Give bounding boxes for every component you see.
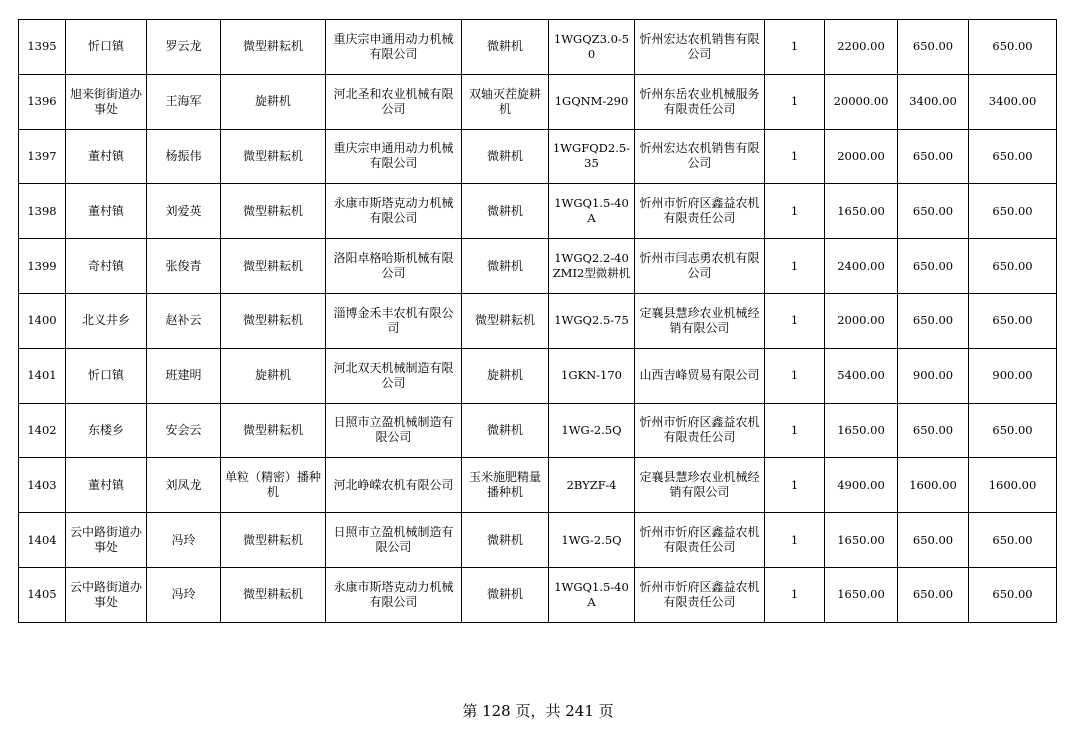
cell-manufacturer: 重庆宗申通用动力机械有限公司 [326, 129, 462, 184]
cell-farmer-name: 班建明 [147, 348, 221, 403]
cell-sale-price: 1650.00 [825, 184, 898, 239]
cell-machine-category: 微型耕耘机 [221, 129, 326, 184]
cell-row-number: 1395 [19, 20, 66, 75]
table-row [19, 403, 1057, 458]
cell-model: 1WG-2.5Q [549, 513, 635, 568]
cell-dealer: 忻州宏达农机销售有限公司 [635, 129, 765, 184]
cell-dealer: 忻州市闫志勇农机有限公司 [635, 239, 765, 294]
cell-farmer-name: 刘爱英 [147, 184, 221, 239]
cell-subsidy-amount: 650.00 [898, 513, 969, 568]
cell-dealer: 忻州市忻府区鑫益农机有限责任公司 [635, 184, 765, 239]
cell-machine-category: 旋耕机 [221, 348, 326, 403]
cell-quantity: 1 [765, 513, 825, 568]
cell-subsidy-amount: 650.00 [898, 184, 969, 239]
cell-total-subsidy: 650.00 [969, 567, 1057, 622]
cell-machine-category: 单粒（精密）播种机 [221, 458, 326, 513]
cell-subsidy-amount: 650.00 [898, 20, 969, 75]
cell-quantity: 1 [765, 239, 825, 294]
cell-town: 北义井乡 [66, 293, 147, 348]
cell-total-subsidy: 1600.00 [969, 458, 1057, 513]
cell-manufacturer: 永康市斯塔克动力机械有限公司 [326, 567, 462, 622]
table-row [19, 293, 1057, 348]
cell-row-number: 1399 [19, 239, 66, 294]
cell-sale-price: 20000.00 [825, 74, 898, 129]
cell-quantity: 1 [765, 20, 825, 75]
cell-model: 1WGFQD2.5-35 [549, 129, 635, 184]
cell-manufacturer: 河北双天机械制造有限公司 [326, 348, 462, 403]
cell-sale-price: 4900.00 [825, 458, 898, 513]
cell-total-subsidy: 650.00 [969, 20, 1057, 75]
cell-total-subsidy: 900.00 [969, 348, 1057, 403]
table-row [19, 513, 1057, 568]
page-footer: 第 128 页，共 241 页 [462, 702, 614, 720]
cell-product-name: 微耕机 [462, 403, 549, 458]
cell-total-subsidy: 3400.00 [969, 74, 1057, 129]
cell-manufacturer: 洛阳卓格哈斯机械有限公司 [326, 239, 462, 294]
cell-product-name: 微耕机 [462, 129, 549, 184]
cell-total-subsidy: 650.00 [969, 129, 1057, 184]
table-row [19, 348, 1057, 403]
cell-total-subsidy: 650.00 [969, 184, 1057, 239]
cell-model: 1WGQ2.2-40ZMI2型微耕机 [549, 239, 635, 294]
cell-quantity: 1 [765, 184, 825, 239]
cell-subsidy-amount: 650.00 [898, 293, 969, 348]
cell-sale-price: 1650.00 [825, 403, 898, 458]
cell-row-number: 1401 [19, 348, 66, 403]
cell-town: 忻口镇 [66, 20, 147, 75]
cell-quantity: 1 [765, 74, 825, 129]
cell-sale-price: 1650.00 [825, 513, 898, 568]
cell-town: 云中路街道办事处 [66, 513, 147, 568]
cell-subsidy-amount: 650.00 [898, 239, 969, 294]
cell-town: 奇村镇 [66, 239, 147, 294]
cell-total-subsidy: 650.00 [969, 239, 1057, 294]
cell-subsidy-amount: 900.00 [898, 348, 969, 403]
cell-farmer-name: 赵补云 [147, 293, 221, 348]
cell-row-number: 1396 [19, 74, 66, 129]
cell-farmer-name: 杨振伟 [147, 129, 221, 184]
cell-product-name: 双轴灭茬旋耕机 [462, 74, 549, 129]
table-row [19, 74, 1057, 129]
cell-dealer: 忻州东岳农业机械服务有限责任公司 [635, 74, 765, 129]
cell-farmer-name: 罗云龙 [147, 20, 221, 75]
cell-model: 1WGQ1.5-40A [549, 567, 635, 622]
cell-sale-price: 2000.00 [825, 129, 898, 184]
cell-farmer-name: 安会云 [147, 403, 221, 458]
cell-manufacturer: 日照市立盈机械制造有限公司 [326, 403, 462, 458]
cell-town: 董村镇 [66, 458, 147, 513]
cell-machine-category: 微型耕耘机 [221, 239, 326, 294]
cell-town: 旭来街街道办事处 [66, 74, 147, 129]
cell-subsidy-amount: 1600.00 [898, 458, 969, 513]
cell-manufacturer: 河北圣和农业机械有限公司 [326, 74, 462, 129]
cell-farmer-name: 刘凤龙 [147, 458, 221, 513]
cell-model: 1WGQ2.5-75 [549, 293, 635, 348]
cell-model: 1GKN-170 [549, 348, 635, 403]
table-row [19, 20, 1057, 75]
cell-product-name: 微耕机 [462, 239, 549, 294]
cell-farmer-name: 王海军 [147, 74, 221, 129]
cell-model: 1WG-2.5Q [549, 403, 635, 458]
cell-quantity: 1 [765, 129, 825, 184]
cell-quantity: 1 [765, 293, 825, 348]
cell-quantity: 1 [765, 403, 825, 458]
cell-model: 2BYZF-4 [549, 458, 635, 513]
cell-dealer: 定襄县慧珍农业机械经销有限公司 [635, 458, 765, 513]
cell-quantity: 1 [765, 458, 825, 513]
cell-product-name: 微型耕耘机 [462, 293, 549, 348]
cell-row-number: 1403 [19, 458, 66, 513]
cell-row-number: 1397 [19, 129, 66, 184]
cell-town: 董村镇 [66, 184, 147, 239]
cell-farmer-name: 冯玲 [147, 567, 221, 622]
cell-subsidy-amount: 650.00 [898, 129, 969, 184]
cell-machine-category: 微型耕耘机 [221, 184, 326, 239]
cell-machine-category: 旋耕机 [221, 74, 326, 129]
cell-town: 东楼乡 [66, 403, 147, 458]
cell-town: 忻口镇 [66, 348, 147, 403]
cell-quantity: 1 [765, 567, 825, 622]
cell-row-number: 1398 [19, 184, 66, 239]
cell-dealer: 山西吉峰贸易有限公司 [635, 348, 765, 403]
cell-product-name: 微耕机 [462, 184, 549, 239]
cell-machine-category: 微型耕耘机 [221, 403, 326, 458]
cell-sale-price: 2400.00 [825, 239, 898, 294]
cell-farmer-name: 张俊青 [147, 239, 221, 294]
cell-total-subsidy: 650.00 [969, 293, 1057, 348]
table-row [19, 458, 1057, 513]
cell-manufacturer: 重庆宗申通用动力机械有限公司 [326, 20, 462, 75]
cell-dealer: 忻州市忻府区鑫益农机有限责任公司 [635, 567, 765, 622]
cell-sale-price: 1650.00 [825, 567, 898, 622]
cell-machine-category: 微型耕耘机 [221, 293, 326, 348]
cell-product-name: 微耕机 [462, 567, 549, 622]
cell-model: 1GQNM-290 [549, 74, 635, 129]
cell-manufacturer: 淄博金禾丰农机有限公司 [326, 293, 462, 348]
cell-subsidy-amount: 650.00 [898, 567, 969, 622]
cell-subsidy-amount: 650.00 [898, 403, 969, 458]
cell-product-name: 玉米施肥精量播种机 [462, 458, 549, 513]
cell-manufacturer: 河北峥嵘农机有限公司 [326, 458, 462, 513]
cell-model: 1WGQZ3.0-50 [549, 20, 635, 75]
subsidy-table [18, 19, 1057, 623]
table-body [19, 20, 1057, 623]
cell-row-number: 1404 [19, 513, 66, 568]
cell-dealer: 定襄县慧珍农业机械经销有限公司 [635, 293, 765, 348]
cell-product-name: 微耕机 [462, 513, 549, 568]
cell-row-number: 1400 [19, 293, 66, 348]
cell-town: 云中路街道办事处 [66, 567, 147, 622]
table-row [19, 239, 1057, 294]
cell-sale-price: 2200.00 [825, 20, 898, 75]
cell-dealer: 忻州宏达农机销售有限公司 [635, 20, 765, 75]
cell-total-subsidy: 650.00 [969, 513, 1057, 568]
cell-dealer: 忻州市忻府区鑫益农机有限责任公司 [635, 403, 765, 458]
cell-town: 董村镇 [66, 129, 147, 184]
cell-row-number: 1402 [19, 403, 66, 458]
cell-machine-category: 微型耕耘机 [221, 20, 326, 75]
cell-manufacturer: 日照市立盈机械制造有限公司 [326, 513, 462, 568]
cell-machine-category: 微型耕耘机 [221, 567, 326, 622]
cell-sale-price: 5400.00 [825, 348, 898, 403]
cell-farmer-name: 冯玲 [147, 513, 221, 568]
cell-subsidy-amount: 3400.00 [898, 74, 969, 129]
cell-manufacturer: 永康市斯塔克动力机械有限公司 [326, 184, 462, 239]
cell-product-name: 微耕机 [462, 20, 549, 75]
cell-row-number: 1405 [19, 567, 66, 622]
cell-product-name: 旋耕机 [462, 348, 549, 403]
table-row [19, 184, 1057, 239]
table-row [19, 567, 1057, 622]
cell-quantity: 1 [765, 348, 825, 403]
cell-total-subsidy: 650.00 [969, 403, 1057, 458]
cell-dealer: 忻州市忻府区鑫益农机有限责任公司 [635, 513, 765, 568]
table-row [19, 129, 1057, 184]
cell-model: 1WGQ1.5-40A [549, 184, 635, 239]
cell-machine-category: 微型耕耘机 [221, 513, 326, 568]
cell-sale-price: 2000.00 [825, 293, 898, 348]
